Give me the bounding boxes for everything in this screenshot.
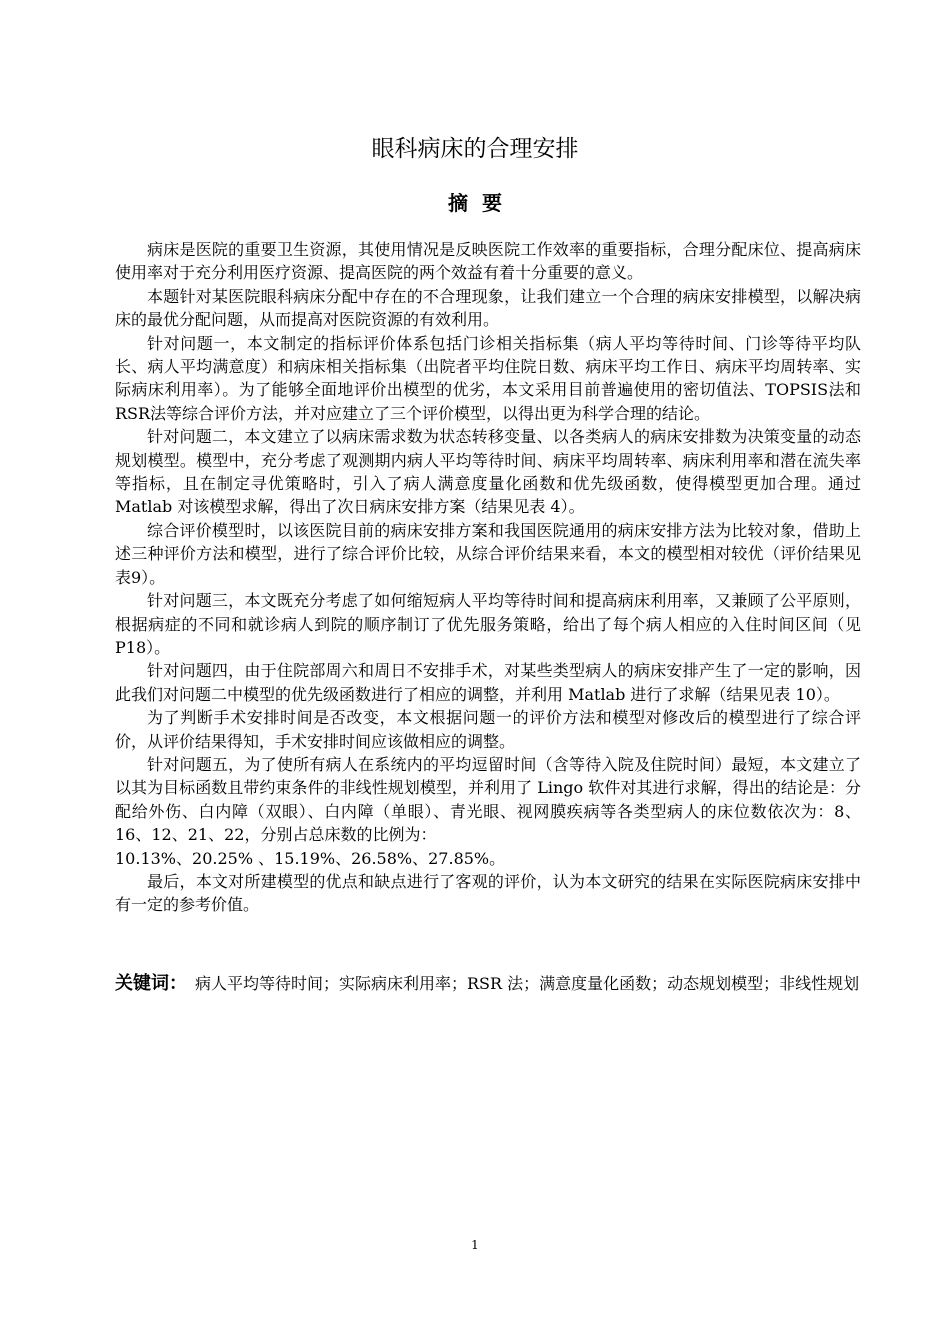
abstract-paragraph: 针对问题四，由于住院部周六和周日不安排手术，对某些类型病人的病床安排产生了一定的影响，因此我们对问题二中模型的优先级函数进行了相应的调整，并利用 Matlab 进行了求解（结果见表 10）。 [115, 661, 861, 704]
abstract-paragraph: 本题针对某医院眼科病床分配中存在的不合理现象，让我们建立一个合理的病床安排模型，以解决病床的最优分配问题，从而提高对医院资源的有效利用。 [115, 286, 861, 330]
abstract-paragraph: 针对问题一，本文制定的指标评价体系包括门诊相关指标集（病人平均等待时间、门诊等待平均队长、病人平均满意度）和病床相关指标集（出院者平均住院日数、病床平均工作日、病床平均周转率、实际病床利用率）。为了能够全面地评价出模型的优劣，本文采用目前普遍使用的密切值法、TOPSIS法和RSR法等综合评价方法，并对应建立了三个评价模型，以得出更为科学合理的结论。 [115, 333, 861, 423]
abstract-paragraph: 针对问题二，本文建立了以病床需求数为状态转移变量、以各类病人的病床安排数为决策变量的动态规划模型。模型中，充分考虑了观测期内病人平均等待时间、病床平均周转率、病床利用率和潜在流失率等指标，且在制定寻优策略时，引入了病人满意度量化函数和优先级函数，使得模型更加合理。通过 Matlab 对该模型求解，得出了次日病床安排方案（结果见表 4）。 [115, 427, 861, 517]
abstract-paragraph: 综合评价模型时，以该医院目前的病床安排方案和我国医院通用的病床安排方法为比较对象，借助上述三种评价方法和模型，进行了综合评价比较，从综合评价结果来看，本文的模型相对较优（评价结果见表9）。 [115, 520, 861, 587]
abstract-paragraph-ratios: 10.13%、20.25% 、15.19%、26.58%、27.85%。 [115, 848, 506, 868]
keywords-text: 病人平均等待时间；实际病床利用率；RSR 法；满意度量化函数；动态规划模型；非线性规划 [195, 974, 860, 993]
abstract-paragraph: 最后，本文对所建模型的优点和缺点进行了客观的评价，认为本文研究的结果在实际医院病床安排中有一定的参考价值。 [115, 871, 861, 915]
abstract-paragraph: 病床是医院的重要卫生资源，其使用情况是反映医院工作效率的重要指标，合理分配床位、提高病床使用率对于充分利用医疗资源、提高医院的两个效益有着十分重要的意义。 [115, 240, 861, 283]
abstract-paragraph: 针对问题三，本文既充分考虑了如何缩短病人平均等待时间和提高病床利用率，又兼顾了公平原则，根据病症的不同和就诊病人到院的顺序制订了优先服务策略，给出了每个病人相应的入住时间区间（见 P18）。 [115, 591, 861, 657]
keywords-line [115, 972, 861, 996]
abstract-paragraph: 为了判断手术安排时间是否改变，本文根据问题一的评价方法和模型对修改后的模型进行了综合评价，从评价结果得知，手术安排时间应该做相应的调整。 [115, 708, 861, 751]
abstract-heading: 摘要 [448, 191, 516, 215]
abstract-body [115, 238, 861, 917]
abstract-paragraph: 针对问题五，为了使所有病人在系统内的平均逗留时间（含等待入院及住院时间）最短，本文建立了以其为目标函数且带约束条件的非线性规划模型，并利用了 Lingo 软件对其进行求解，得出的结论是：分配给外伤、白内障（双眼）、白内障（单眼）、青光眼、视网膜疾病等各类型病人的床位数依次为：8、16、12、21、22，分别占总床数的比例为： [115, 754, 861, 845]
paper-title: 眼科病床的合理安排 [371, 136, 579, 162]
page-number: 1 [471, 1238, 479, 1252]
keywords-label: 关键词： [115, 973, 187, 994]
